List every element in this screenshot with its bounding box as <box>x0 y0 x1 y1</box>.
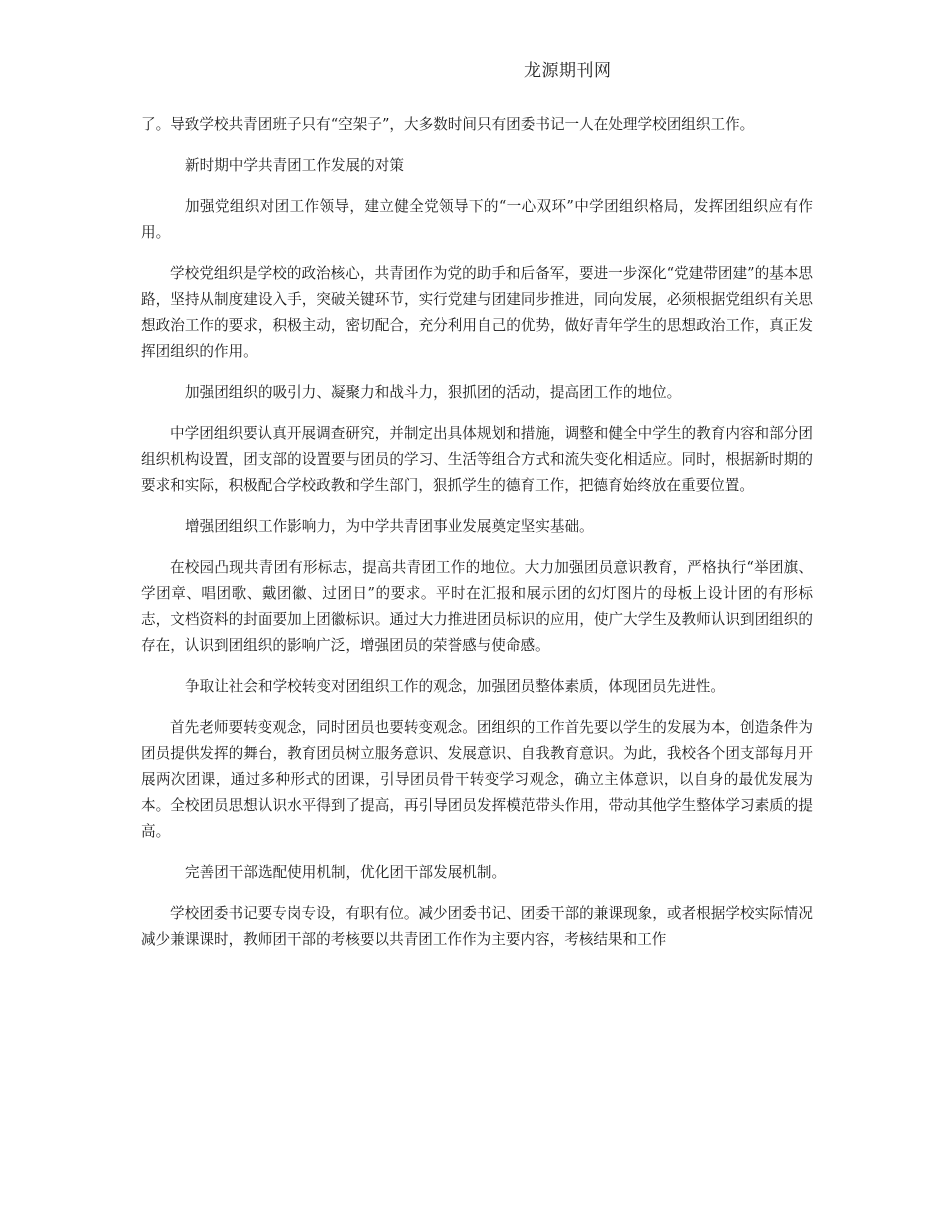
paragraph-campus-symbols: 在校园凸现共青团有形标志，提高共青团工作的地位。大力加强团员意识教育，严格执行“举团旗、学团章、唱团歌、戴团徽、过团日”的要求。平时在汇报和展示团的幻灯图片的母板上设计团的有形标志，文档资料的封面要加上团徽标识。通过大力推进团员标识的应用，使广大学生及教师认识到团组织的存在，认识到团组织的影响广泛，增强团员的荣誉感与使命感。 <box>141 559 813 654</box>
section-heading-attitude: 争取让社会和学校转变对团组织工作的观念，加强团员整体素质，体现团员先进性。 <box>185 678 725 695</box>
paragraph-continuation: 了。导致学校共青团班子只有“空架子”，大多数时间只有团委书记一人在处理学校团组织工作。 <box>141 116 755 133</box>
paragraph-teachers-change: 首先老师要转变观念，同时团员也要转变观念。团组织的工作首先要以学生的发展为本，创造条件为团员提供发挥的舞台，教育团员树立服务意识、发展意识、自我教育意识。为此，我校各个团支部每月开展两次团课，通过多种形式的团课，引导团员骨干转变学习观念，确立主体意识，以自身的最优发展为本。全校团员思想认识水平得到了提高，再引导团员发挥模范带头作用，带动其他学生整体学习素质的提高。 <box>141 719 813 840</box>
site-header-title: 龙源期刊网 <box>524 61 612 81</box>
section-heading-countermeasures: 新时期中学共青团工作发展的对策 <box>185 157 404 174</box>
article-body <box>141 112 813 968</box>
paragraph-secretary: 学校团委书记要专岗专设，有职有位。减少团委书记、团委干部的兼课现象，或者根据学校实际情况减少兼课课时，教师团干部的考核要以共青团工作作为主要内容，考核结果和工作 <box>141 905 813 948</box>
paragraph-research: 中学团组织要认真开展调查研究，并制定出具体规划和措施，调整和健全中学生的教育内容和部分团组织机构设置，团支部的设置要与团员的学习、生活等组合方式和流失变化相适应。同时，根据新时期的要求和实际，积极配合学校政教和学生部门，狠抓学生的德育工作，把德育始终放在重要位置。 <box>141 425 813 494</box>
section-heading-cadre: 完善团干部选配使用机制，优化团干部发展机制。 <box>185 864 507 881</box>
section-heading-party-leadership: 加强党组织对团工作领导，建立健全党领导下的“一心双环”中学团组织格局，发挥团组织应有作用。 <box>141 198 813 241</box>
section-heading-influence: 增强团组织工作影响力，为中学共青团事业发展奠定坚实基础。 <box>185 518 594 535</box>
section-heading-attraction: 加强团组织的吸引力、凝聚力和战斗力，狠抓团的活动，提高团工作的地位。 <box>185 384 682 401</box>
paragraph-party-core: 学校党组织是学校的政治核心，共青团作为党的助手和后备军，要进一步深化“党建带团建”的基本思路，坚持从制度建设入手，突破关键环节，实行党建与团建同步推进，同向发展，必须根据党组织有关思想政治工作的要求，积极主动，密切配合，充分利用自己的优势，做好青年学生的思想政治工作，真正发挥团组织的作用。 <box>141 265 813 360</box>
